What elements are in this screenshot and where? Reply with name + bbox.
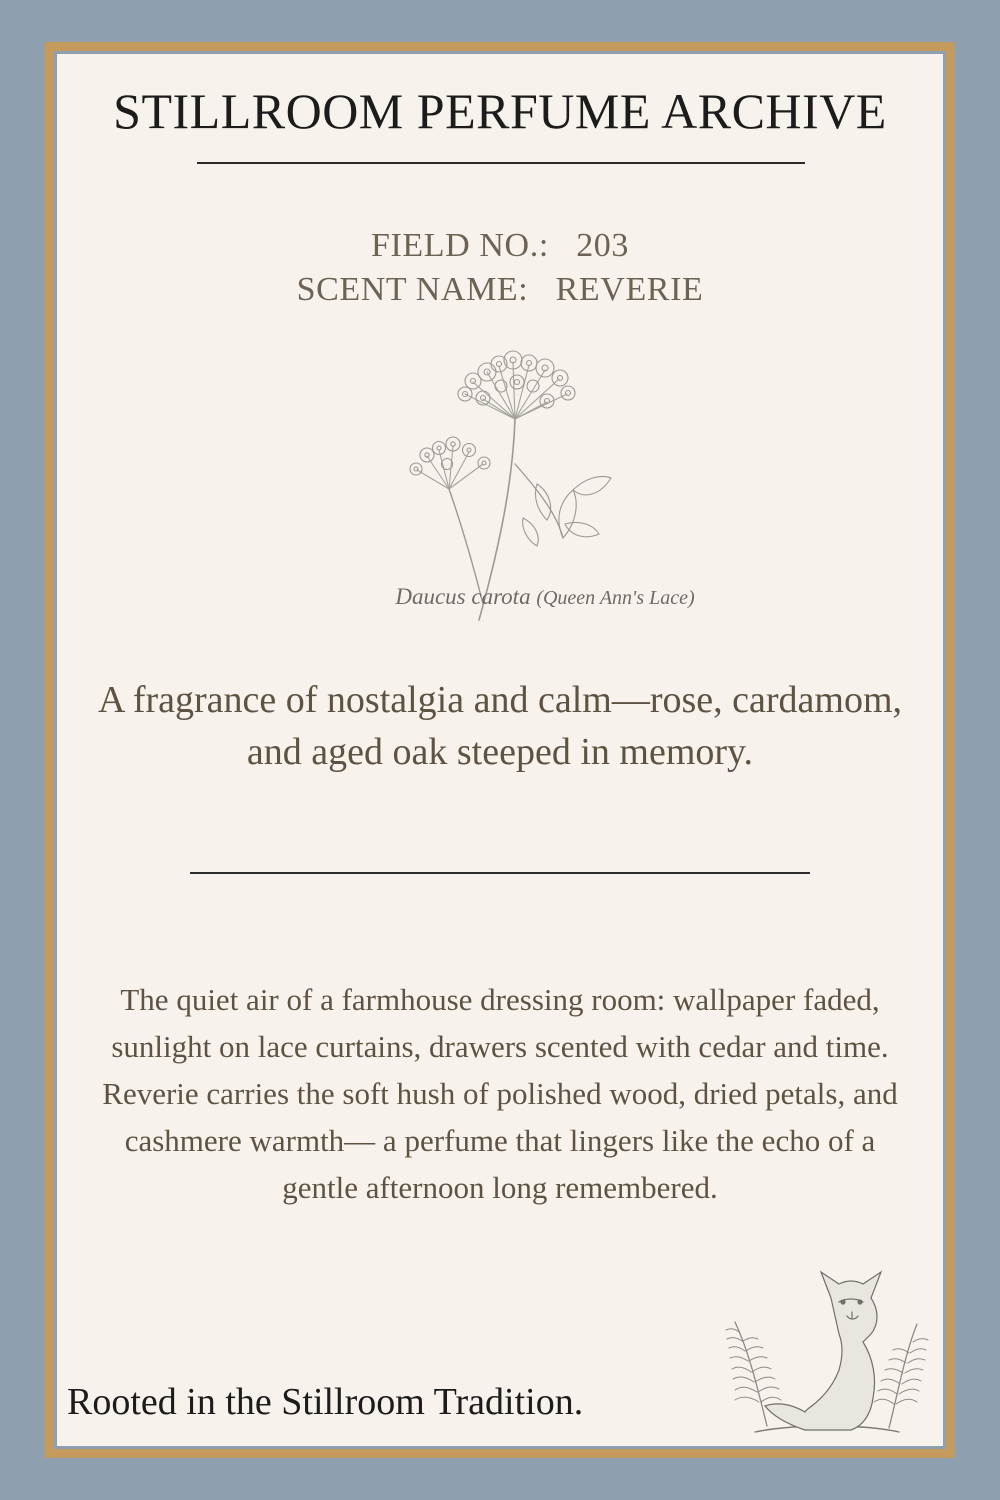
- archive-card: [57, 54, 943, 1446]
- divider-middle: [190, 872, 810, 874]
- field-details: [57, 224, 943, 312]
- botanical-common-name: (Queen Ann's Lace): [536, 587, 695, 609]
- scent-name-label: SCENT NAME:: [296, 271, 529, 308]
- scent-name-line: [57, 268, 943, 312]
- botanical-latin-name: Daucus carota: [395, 584, 531, 609]
- scent-name-value: REVERIE: [555, 271, 704, 308]
- field-no-label: FIELD NO.:: [370, 227, 549, 264]
- botanical-caption: [57, 584, 943, 610]
- tagline-text: A fragrance of nostalgia and calm—rose, cardamom, and aged oak steeped in memory.: [97, 679, 902, 773]
- field-no-value: 203: [576, 227, 629, 264]
- body-description: The quiet air of a farmhouse dressing room: wallpaper faded, sunlight on lace curtains, drawers scented with cedar and time. Reverie carries the soft hush of polished wood, dried petals, and cashmere warmth— a perfume that lingers like the echo of a gentle afternoon long remembered.: [102, 982, 898, 1205]
- page-title: STILLROOM PERFUME ARCHIVE: [113, 83, 887, 139]
- fox-and-fern-emblem: [713, 1246, 933, 1446]
- footer-tagline: Rooted in the Stillroom Tradition.: [67, 1381, 584, 1423]
- queen-annes-lace-illustration: [387, 324, 647, 624]
- divider-top: [197, 162, 805, 164]
- field-no-line: [57, 224, 943, 268]
